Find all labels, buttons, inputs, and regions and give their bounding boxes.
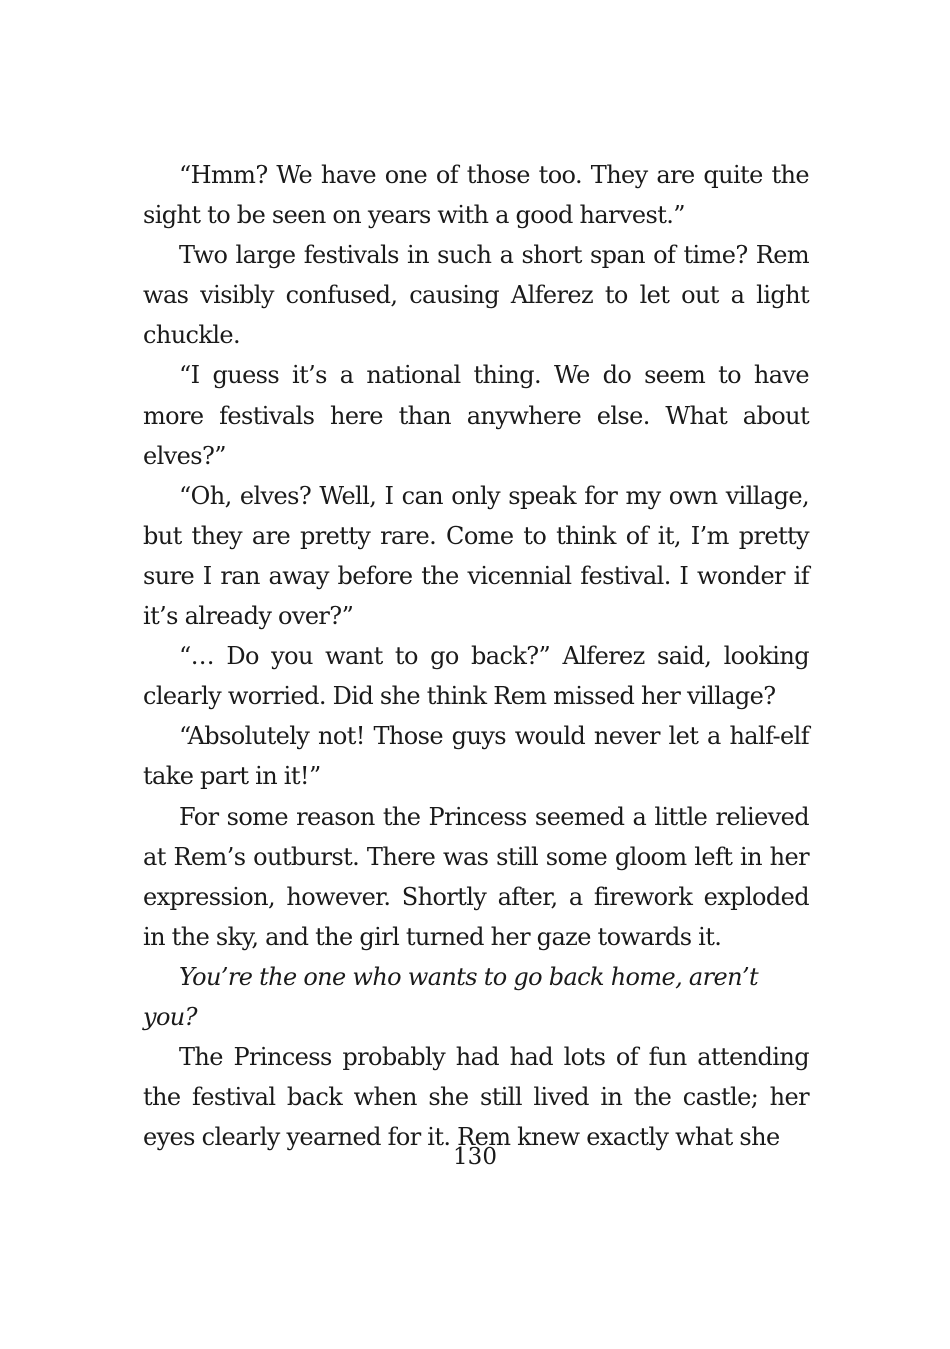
page-number: 130 [453, 1144, 497, 1170]
italic-paragraph: You’re the one who wants to go back home, aren’t you? [143, 962, 759, 1031]
paragraph: “Oh, elves? Well, I can only speak for my own village, but they are pretty rare. Come to think of it, I’m pretty sure I ran away before the vicennial festival. I wonder if it’s already over?” [143, 481, 809, 631]
paragraph: “… Do you want to go back?” Alferez said, looking clearly worried. Did she think Rem missed her village? [143, 642, 809, 711]
paragraph: For some reason the Princess seemed a little relieved at Rem’s outburst. There was still some gloom left in her expression, however. Shortly after, a firework exploded in the sky, and the girl turned her gaze towards it. [143, 802, 809, 951]
paragraph: The Princess probably had had lots of fun attending the festival back when she still lived in the castle; her eyes clearly yearned for it. Rem knew exactly what she [143, 1043, 809, 1152]
paragraph: “I guess it’s a national thing. We do seem to have more festivals here than anywhere else. What about elves?” [143, 361, 809, 470]
body-text [143, 155, 809, 1157]
paragraph: Two large festivals in such a short span of time? Rem was visibly confused, causing Alferez to let out a light chuckle. [143, 241, 809, 350]
paragraph: “Hmm? We have one of those too. They are quite the sight to be seen on years with a good harvest.” [143, 161, 809, 230]
paragraph: “Absolutely not! Those guys would never let a half-elf take part in it!” [143, 722, 809, 791]
